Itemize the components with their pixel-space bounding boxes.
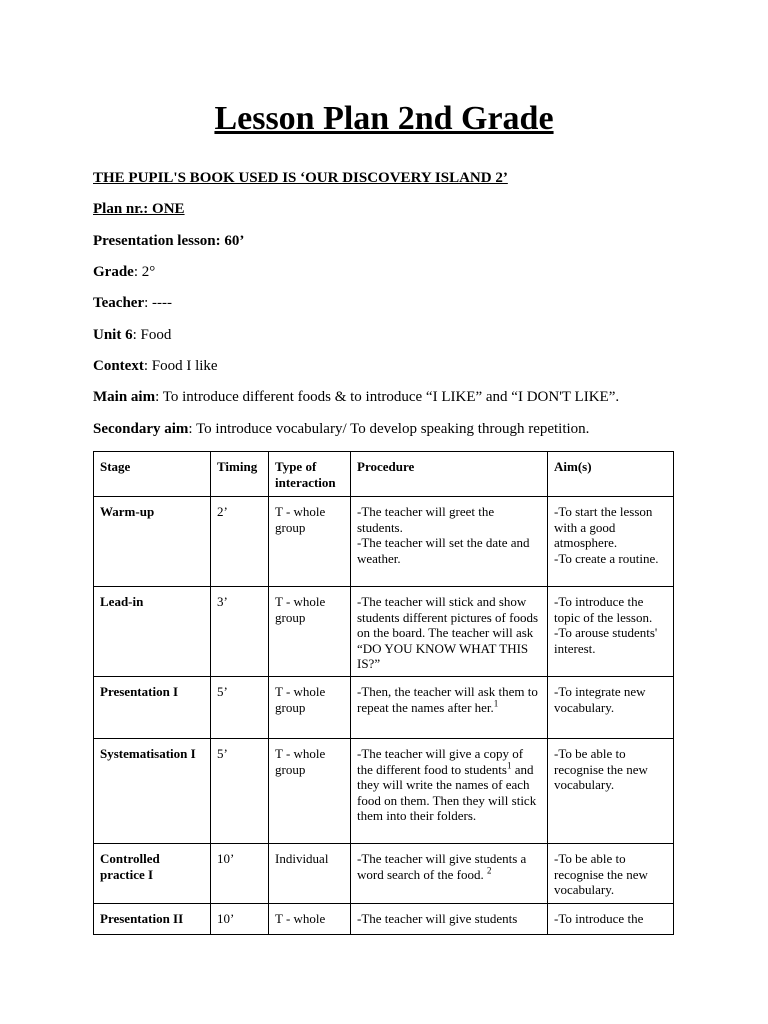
aim-line: -To start the lesson with a good atmosphere. [554, 504, 653, 550]
header-procedure: Procedure [351, 452, 548, 497]
field-label: Secondary aim [93, 421, 189, 437]
field-value: : ---- [144, 295, 173, 311]
procedure-cell [351, 844, 548, 904]
presentation-lesson: Presentation lesson: 60’ [93, 233, 245, 249]
table-row [94, 739, 674, 844]
interaction-cell: T - whole group [269, 677, 351, 739]
table-row [94, 844, 674, 904]
footnote-reference: 1 [506, 760, 512, 771]
timing-cell: 10’ [211, 904, 269, 935]
stage-cell: Presentation I [94, 677, 211, 739]
table-row [94, 677, 674, 739]
stage-cell: Warm-up [94, 497, 211, 587]
field-value: : Food I like [143, 358, 218, 374]
procedure-line: -The teacher will give students [357, 911, 518, 926]
field-value: : 2° [133, 264, 156, 280]
timing-cell: 3’ [211, 587, 269, 677]
interaction-cell: T - whole group [269, 497, 351, 587]
timing-cell: 10’ [211, 844, 269, 904]
aims-cell [548, 587, 674, 677]
table-row [94, 587, 674, 677]
header-interaction-line: interaction [275, 474, 336, 490]
header-timing: Timing [211, 452, 269, 497]
field-label: Grade [93, 264, 134, 280]
table-row [94, 904, 674, 935]
aim-line: -To be able to recognise the new vocabulary. [554, 746, 648, 792]
header-aims: Aim(s) [548, 452, 674, 497]
stage-cell: Systematisation I [94, 739, 211, 844]
unit-field [93, 327, 171, 344]
stage-cell: Lead-in [94, 587, 211, 677]
field-label: Unit 6 [93, 327, 133, 343]
book-line: THE PUPIL'S BOOK USED IS ‘OUR DISCOVERY ISLAND 2’ [93, 170, 508, 186]
field-value: : To introduce different foods & to introduce “I LIKE” and “I DON'T LIKE”. [155, 389, 620, 405]
table-header-row [94, 452, 674, 497]
aims-cell [548, 739, 674, 844]
timing-cell: 2’ [211, 497, 269, 587]
plan-number: Plan nr.: ONE [93, 201, 185, 217]
procedure-line: -The teacher will greet the students. [357, 504, 495, 535]
grade-field [93, 264, 155, 281]
field-label: Main aim [93, 389, 156, 405]
field-label: Context [93, 358, 144, 374]
procedure-line: -The teacher will set the date and weather. [357, 535, 530, 566]
header-interaction-line: Type of [275, 459, 317, 474]
header-interaction [269, 452, 351, 497]
teacher-field [93, 295, 172, 312]
field-value: : To introduce vocabulary/ To develop speaking through repetition. [188, 421, 590, 437]
timing-cell: 5’ [211, 739, 269, 844]
procedure-line: -The teacher will stick and show students different pictures of foods on the board. The teacher will ask “DO YOU KNOW WHAT THIS IS?” [357, 594, 538, 671]
procedure-text: and they will write the names of each food on them. Then they will stick them into their folders. [357, 761, 537, 823]
header-stage: Stage [94, 452, 211, 497]
field-value: : Food [132, 327, 172, 343]
aim-line: -To integrate new vocabulary. [554, 684, 646, 715]
procedure-cell [351, 739, 548, 844]
stage-cell: Controlled practice I [94, 844, 211, 904]
stage-cell: Presentation II [94, 904, 211, 935]
aims-cell [548, 497, 674, 587]
context-field [93, 358, 218, 375]
aim-line: -To be able to recognise the new vocabulary. [554, 851, 648, 897]
aim-line: -To introduce the topic of the lesson. [554, 594, 653, 625]
procedure-text: -The teacher will give a copy of the different food to students [357, 746, 524, 777]
interaction-cell: Individual [269, 844, 351, 904]
interaction-cell: T - whole group [269, 739, 351, 844]
timing-cell: 5’ [211, 677, 269, 739]
footnote-reference: 2 [486, 865, 492, 876]
footnote-reference: 1 [493, 698, 499, 709]
aims-cell [548, 904, 674, 935]
table-row [94, 497, 674, 587]
procedure-cell [351, 497, 548, 587]
aims-cell [548, 844, 674, 904]
procedure-cell [351, 677, 548, 739]
aim-line: -To arouse students' interest. [554, 625, 658, 656]
procedure-cell [351, 904, 548, 935]
secondary-aim-field [93, 421, 589, 438]
interaction-cell: T - whole group [269, 587, 351, 677]
document-title: Lesson Plan 2nd Grade [214, 100, 554, 137]
aim-line: -To introduce the [554, 911, 644, 926]
aim-line: -To create a routine. [554, 550, 659, 566]
procedure-cell [351, 587, 548, 677]
aims-cell [548, 677, 674, 739]
lesson-plan-table [93, 451, 674, 935]
field-label: Teacher [93, 295, 145, 311]
procedure-text: -Then, the teacher will ask them to repeat the names after her. [357, 684, 538, 715]
procedure-text: -The teacher will give students a word search of the food. [357, 851, 527, 882]
interaction-cell: T - whole [269, 904, 351, 935]
main-aim-field [93, 389, 619, 406]
